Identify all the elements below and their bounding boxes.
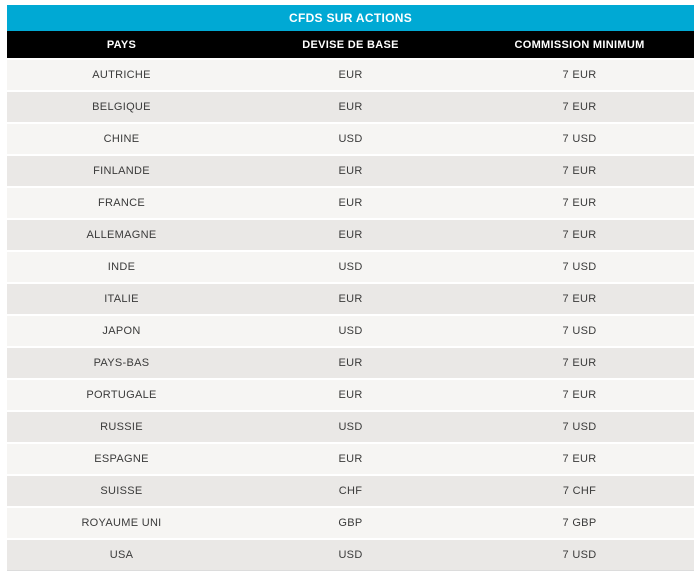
- cell-devise: EUR: [338, 197, 363, 209]
- cell-pays: SUISSE: [100, 485, 143, 497]
- cell-devise: USD: [338, 549, 363, 561]
- cell-pays: ROYAUME UNI: [81, 517, 162, 529]
- cell-commission: 7 EUR: [562, 453, 597, 465]
- cell-commission: 7 EUR: [562, 197, 597, 209]
- table-row: [7, 156, 694, 186]
- cell-pays: USA: [109, 549, 134, 561]
- table-row: [7, 316, 694, 346]
- cell-pays: ALLEMAGNE: [86, 229, 157, 241]
- table-row: [7, 92, 694, 122]
- table-row: [7, 60, 694, 90]
- cell-commission: 7 USD: [562, 261, 597, 273]
- cell-pays: FINLANDE: [93, 165, 150, 177]
- cell-devise: EUR: [338, 389, 363, 401]
- table-row: [7, 380, 694, 410]
- cfd-actions-table: [7, 5, 694, 571]
- cell-commission: 7 GBP: [562, 517, 597, 529]
- column-header-devise: DEVISE DE BASE: [302, 38, 399, 51]
- cell-devise: EUR: [338, 229, 363, 241]
- cell-commission: 7 EUR: [562, 389, 597, 401]
- cell-commission: 7 USD: [562, 133, 597, 145]
- cell-pays: CHINE: [103, 133, 140, 145]
- table-row: [7, 412, 694, 442]
- cell-commission: 7 USD: [562, 325, 597, 337]
- table-row: [7, 476, 694, 506]
- column-header-commission: COMMISSION MINIMUM: [514, 38, 645, 51]
- table-row: [7, 284, 694, 314]
- cell-pays: AUTRICHE: [92, 69, 151, 81]
- cell-commission: 7 EUR: [562, 293, 597, 305]
- cell-devise: EUR: [338, 69, 363, 81]
- cell-devise: EUR: [338, 453, 363, 465]
- table-title-bar: [7, 5, 694, 31]
- cell-pays: INDE: [107, 261, 136, 273]
- cell-devise: CHF: [338, 485, 363, 497]
- cell-devise: EUR: [338, 357, 363, 369]
- cell-commission: 7 EUR: [562, 229, 597, 241]
- cell-pays: RUSSIE: [100, 421, 143, 433]
- cell-devise: USD: [338, 325, 363, 337]
- cell-commission: 7 EUR: [562, 69, 597, 81]
- table-row: [7, 252, 694, 282]
- cell-commission: 7 USD: [562, 421, 597, 433]
- cell-devise: EUR: [338, 101, 363, 113]
- column-header-pays: PAYS: [106, 38, 137, 51]
- cell-pays: FRANCE: [97, 197, 146, 209]
- table-row: [7, 188, 694, 218]
- cell-pays: PORTUGALE: [86, 389, 157, 401]
- table-row: [7, 220, 694, 250]
- cell-devise: EUR: [338, 165, 363, 177]
- table-header-row: [7, 31, 694, 58]
- cell-pays: BELGIQUE: [92, 101, 151, 113]
- table-row: [7, 508, 694, 538]
- table-row: [7, 124, 694, 154]
- cell-pays: ITALIE: [104, 293, 139, 305]
- cell-devise: USD: [338, 261, 363, 273]
- cell-pays: JAPON: [102, 325, 141, 337]
- cell-commission: 7 USD: [562, 549, 597, 561]
- table-row: [7, 540, 694, 570]
- cell-devise: USD: [338, 133, 363, 145]
- table-row: [7, 444, 694, 474]
- cell-commission: 7 EUR: [562, 101, 597, 113]
- table-row: [7, 348, 694, 378]
- cell-devise: GBP: [338, 517, 363, 529]
- cell-commission: 7 EUR: [562, 357, 597, 369]
- cell-commission: 7 CHF: [562, 485, 597, 497]
- cell-pays: PAYS-BAS: [93, 357, 150, 369]
- cell-devise: USD: [338, 421, 363, 433]
- cell-pays: ESPAGNE: [94, 453, 149, 465]
- cell-devise: EUR: [338, 293, 363, 305]
- table-title: CFDS SUR ACTIONS: [288, 11, 413, 25]
- table-body: [7, 60, 694, 571]
- cell-commission: 7 EUR: [562, 165, 597, 177]
